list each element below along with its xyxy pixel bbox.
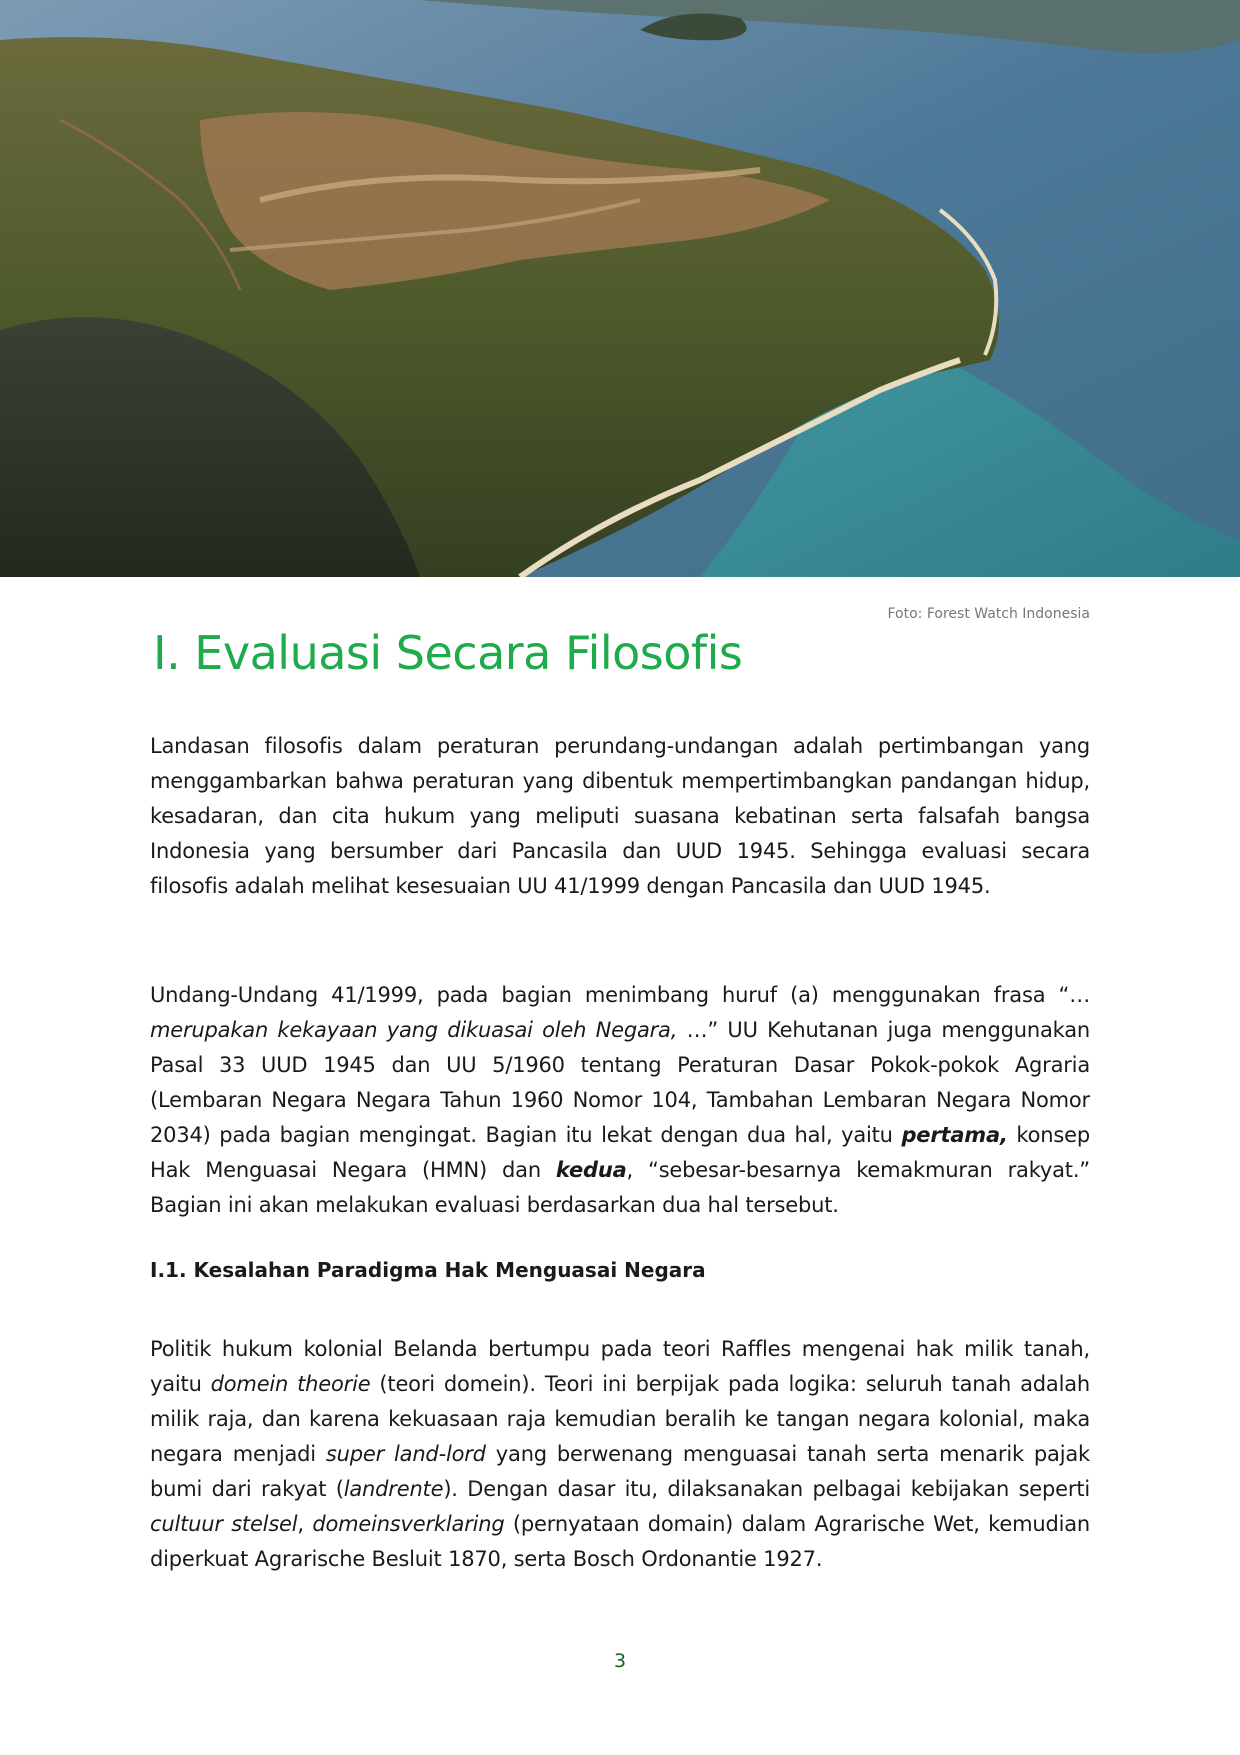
- italic-term: domeinsverklaring: [312, 1512, 505, 1536]
- italic-term: cultuur stelsel: [150, 1512, 298, 1536]
- paragraph-text-segment: (teori domein). Teori ini berpijak pada logika: seluruh tanah adalah milik raja, dan karena kekuasaan raja kemudian beralih ke tangan negara kolonial, maka negara menjadi: [150, 1372, 1090, 1466]
- bold-italic-term: pertama,: [901, 1123, 1008, 1147]
- bold-italic-term: kedua: [555, 1158, 627, 1182]
- paragraph-text-segment: Undang-Undang 41/1999, pada bagian menimbang huruf (a) menggunakan frasa “…: [150, 983, 1090, 1007]
- section-title: I. Evaluasi Secara Filosofis: [153, 626, 743, 680]
- hero-photo: [0, 0, 1240, 577]
- paragraph-text-segment: (pernyataan domain) dalam Agrarische Wet, kemudian diperkuat Agrarische Besluit 1870, serta Bosch Ordonantie 1927.: [150, 1512, 1090, 1571]
- paragraph-text-segment: …” UU Kehutanan juga menggunakan Pasal 33 UUD 1945 dan UU 5/1960 tentang Peraturan Dasar Pokok-pokok Agraria (Lembaran Negara Negara Tahun 1960 Nomor 104, Tambahan Lembaran Negara Nomor 2034) pada bagian mengingat. Bagian itu lekat dengan dua hal, yaitu: [150, 1018, 1091, 1147]
- page-number: 3: [613, 1650, 627, 1672]
- paragraph-text-segment: ,: [297, 1512, 313, 1536]
- photo-credit: Foto: Forest Watch Indonesia: [887, 606, 1090, 622]
- italic-quote: merupakan kekayaan yang dikuasai oleh Negara,: [150, 1018, 678, 1042]
- paragraph-uu-41-1999: [150, 978, 1090, 1223]
- paragraph-text-segment: yang berwenang menguasai tanah serta menarik pajak bumi dari rakyat (: [150, 1442, 1090, 1501]
- italic-term: landrente: [343, 1477, 444, 1501]
- italic-term: super land-lord: [325, 1442, 486, 1466]
- coastal-aerial-illustration: [0, 0, 1240, 577]
- paragraph-philosophical-basis: Landasan filosofis dalam peraturan perundang-undangan adalah pertimbangan yang menggambarkan bahwa peraturan yang dibentuk mempertimbangkan pandangan hidup, kesadaran, dan cita hukum yang meliputi suasana kebatinan serta falsafah bangsa Indonesia yang bersumber dari Pancasila dan UUD 1945. Sehingga evaluasi secara filosofis adalah melihat kesesuaian UU 41/1999 dengan Pancasila dan UUD 1945.: [150, 734, 1090, 898]
- paragraph-text-segment: Politik hukum kolonial Belanda bertumpu pada teori Raffles mengenai hak milik tanah, yaitu: [150, 1337, 1090, 1396]
- subsection-title: I.1. Kesalahan Paradigma Hak Menguasai Negara: [150, 1258, 706, 1282]
- paragraph-text-segment: , “sebesar-besarnya kemakmuran rakyat.” Bagian ini akan melakukan evaluasi berdasarkan dua hal tersebut.: [150, 1158, 1090, 1217]
- paragraph-text-segment: ). Dengan dasar itu, dilaksanakan pelbagai kebijakan seperti: [443, 1477, 1090, 1501]
- paragraph-text-segment: konsep Hak Menguasai Negara (HMN) dan: [150, 1123, 1090, 1182]
- paragraph-colonial-legal-politics: [150, 1332, 1090, 1577]
- italic-term: domein theorie: [210, 1372, 371, 1396]
